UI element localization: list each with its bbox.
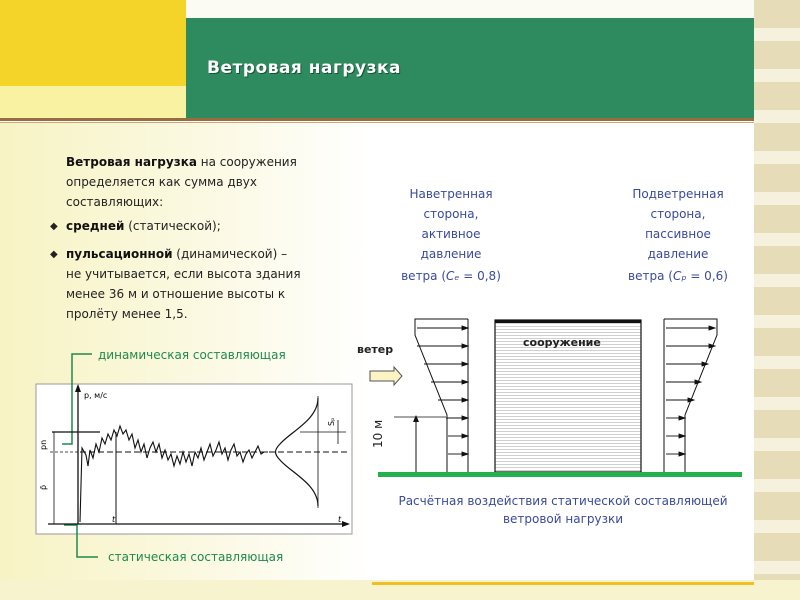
right-decorative-stripes — [754, 0, 800, 600]
leeward-line-1: Подветренная — [632, 187, 724, 201]
height-label: 10 м — [371, 419, 385, 448]
header-top-strip — [186, 0, 754, 18]
static-component-label: статическая составляющая — [108, 550, 284, 564]
wind-label: ветер — [357, 343, 394, 356]
leeward-pressure-profile — [664, 319, 717, 472]
windward-label — [386, 184, 516, 286]
ground-line — [378, 472, 742, 477]
bullet-1-rest: (статической); — [124, 219, 221, 233]
intro-line-2: определяется как сумма двух — [66, 175, 257, 189]
building-label: сооружение — [523, 336, 601, 349]
leeward-coef-pre: ветра ( — [628, 269, 673, 283]
leeward-arrows — [666, 326, 715, 456]
x-axis-t1: t — [112, 515, 116, 524]
dynamic-component-label: динамическая составляющая — [98, 348, 286, 362]
pressure-diagram — [360, 295, 754, 485]
bullet-item-2 — [66, 244, 366, 324]
intro-paragraph — [66, 152, 366, 212]
windward-line-4: давление — [420, 247, 482, 261]
intro-lead-bold: Ветровая нагрузка — [66, 155, 197, 169]
windward-coef-symbol: Cₑ — [446, 269, 460, 283]
bullet-2-line4: пролёту менее 1,5. — [66, 307, 188, 321]
windward-coef-post: = 0,8) — [459, 269, 501, 283]
building-roof-edge — [495, 320, 641, 323]
leeward-line-2: сторона, — [650, 207, 706, 221]
pn-label: pn — [39, 439, 48, 450]
height-dimension-arrow-top — [413, 415, 419, 422]
windward-line-1: Наветренная — [409, 187, 493, 201]
x-axis-t2: t — [338, 515, 342, 524]
header-accent-yellow — [0, 0, 186, 86]
bullet-marker-2: ◆ — [50, 249, 58, 260]
intro-line-3: составляющих: — [66, 195, 164, 209]
bullet-2-line3: менее 36 м и отношение высоты к — [66, 287, 286, 301]
header-divider — [0, 118, 800, 121]
leeward-line-4: давление — [647, 247, 709, 261]
wind-direction-arrow — [370, 367, 402, 385]
windward-arrows — [417, 326, 468, 456]
bullet-marker-1: ◆ — [50, 221, 58, 232]
caption-line-1: Расчётная воздействия статической составляющей — [398, 494, 728, 508]
bullet-item-1 — [66, 216, 366, 236]
wind-load-graph — [0, 340, 372, 570]
windward-pressure-profile — [415, 319, 468, 472]
p-mean-label: p̄ — [39, 484, 48, 490]
intro-lead-rest: на сооружения — [196, 155, 297, 169]
bullet-2-rest: (динамической) – — [172, 247, 288, 261]
bullet-2-bold: пульсационной — [66, 247, 173, 261]
leeward-label — [612, 184, 744, 286]
windward-coef-pre: ветра ( — [401, 269, 447, 283]
y-axis-label: p, м/с — [84, 391, 108, 400]
leeward-line-3: пассивное — [645, 227, 711, 241]
bullet-2-line2: не учитывается, если высота здания — [66, 267, 301, 281]
leeward-coef-post: = 0,6) — [686, 269, 728, 283]
bullet-1-bold: средней — [66, 219, 125, 233]
leeward-coef-symbol: Cₚ — [672, 269, 687, 283]
windward-line-3: активное — [421, 227, 481, 241]
page-title: Ветровая нагрузка — [207, 58, 401, 78]
footer-accent-line — [372, 582, 754, 585]
windward-line-2: сторона, — [423, 207, 479, 221]
diagram-caption — [372, 492, 754, 528]
sigma-label: Sₚ — [327, 417, 336, 426]
caption-line-2: ветровой нагрузки — [502, 512, 624, 526]
